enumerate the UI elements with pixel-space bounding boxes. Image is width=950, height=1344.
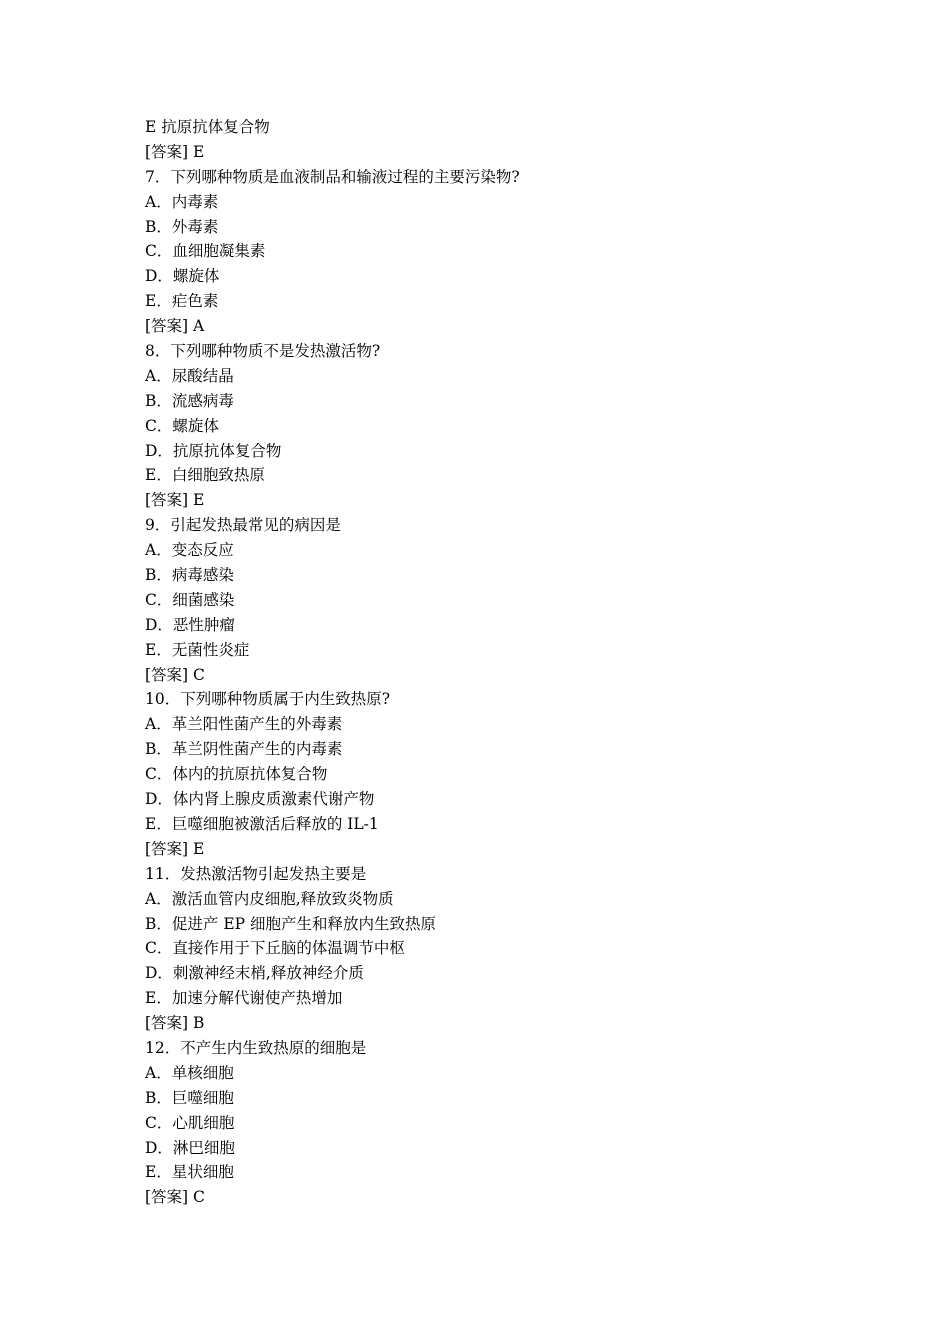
- option-line: C．体内的抗原抗体复合物: [145, 765, 328, 784]
- option-line: B．病毒感染: [145, 566, 234, 585]
- answer-line: [答案] C: [145, 1188, 205, 1207]
- option-line: E．星状细胞: [145, 1163, 234, 1182]
- option-line: B．革兰阴性菌产生的内毒素: [145, 740, 343, 759]
- option-line: C．心肌细胞: [145, 1113, 235, 1132]
- option-line: B．外毒素: [145, 217, 219, 236]
- option-line: A．尿酸结晶: [145, 366, 234, 385]
- option-line: B．流感病毒: [145, 391, 234, 410]
- document-page: [145, 115, 905, 1210]
- option-line: E．巨噬细胞被激活后释放的 IL-1: [145, 814, 379, 833]
- question-line: 10．下列哪种物质属于内生致热原?: [145, 690, 391, 709]
- option-line: A．变态反应: [145, 541, 234, 560]
- answer-line: [答案] C: [145, 665, 205, 684]
- option-line: C．细菌感染: [145, 590, 235, 609]
- option-line: D．螺旋体: [145, 267, 220, 286]
- option-line: B．促进产 EP 细胞产生和释放内生致热原: [145, 914, 436, 933]
- option-line: E．白细胞致热原: [145, 466, 265, 485]
- option-line: A．单核细胞: [145, 1063, 234, 1082]
- question-line: 9．引起发热最常见的病因是: [145, 516, 341, 535]
- option-line: A．革兰阳性菌产生的外毒素: [145, 715, 343, 734]
- option-line: A．激活血管内皮细胞,释放致炎物质: [145, 889, 394, 908]
- option-line: C．血细胞凝集素: [145, 242, 266, 261]
- option-line: A．内毒素: [145, 192, 219, 211]
- option-line: E．疟色素: [145, 292, 219, 311]
- option-line: D．淋巴细胞: [145, 1138, 235, 1157]
- question-line: 8．下列哪种物质不是发热激活物?: [145, 342, 381, 361]
- answer-line: [答案] E: [145, 491, 205, 510]
- answer-line: [答案] E: [145, 142, 205, 161]
- answer-line: [答案] A: [145, 317, 205, 336]
- option-line: D．体内肾上腺皮质激素代谢产物: [145, 790, 375, 809]
- option-line: B．巨噬细胞: [145, 1088, 234, 1107]
- option-line: D．恶性肿瘤: [145, 615, 235, 634]
- option-line: D．抗原抗体复合物: [145, 441, 282, 460]
- answer-line: [答案] B: [145, 1014, 205, 1033]
- option-line: D．刺激神经末梢,释放神经介质: [145, 964, 364, 983]
- option-line: C．直接作用于下丘脑的体温调节中枢: [145, 939, 405, 958]
- option-line: C．螺旋体: [145, 416, 219, 435]
- option-line: E．无菌性炎症: [145, 640, 250, 659]
- question-line: 11．发热激活物引起发热主要是: [145, 864, 367, 883]
- option-line: E 抗原抗体复合物: [145, 118, 270, 136]
- question-line: 7．下列哪种物质是血液制品和输液过程的主要污染物?: [145, 167, 520, 186]
- option-line: E．加速分解代谢使产热增加: [145, 989, 343, 1008]
- answer-line: [答案] E: [145, 839, 205, 858]
- question-line: 12．不产生内生致热原的细胞是: [145, 1038, 367, 1057]
